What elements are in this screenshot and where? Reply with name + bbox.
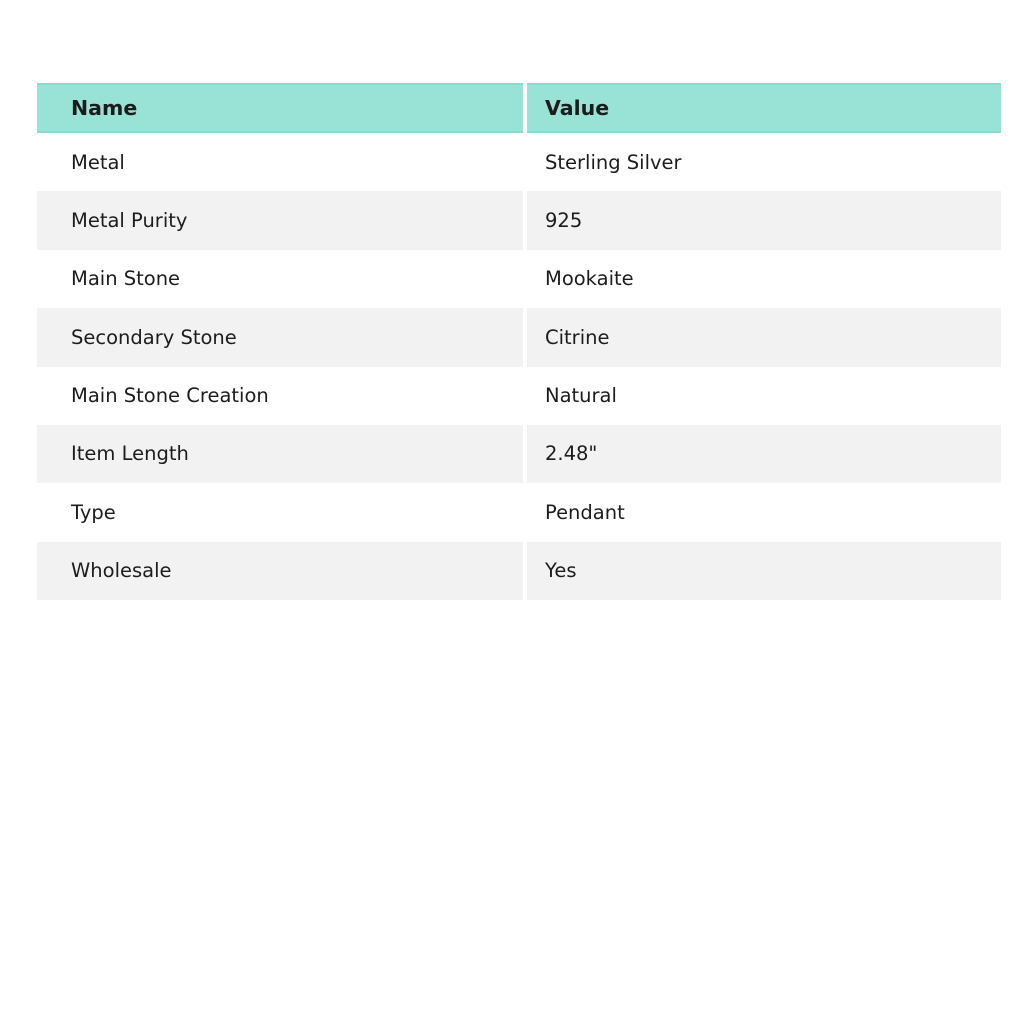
attribute-name-cell: Main Stone Creation [37, 367, 523, 425]
attribute-value-cell: Citrine [527, 308, 1001, 366]
attribute-value-cell: 2.48" [527, 425, 1001, 483]
attribute-value-cell: Pendant [527, 483, 1001, 541]
table-row [37, 483, 1001, 541]
attribute-name-cell: Item Length [37, 425, 523, 483]
table-header-row [37, 83, 1001, 133]
attribute-value-cell: 925 [527, 191, 1001, 249]
attribute-name-cell: Metal Purity [37, 191, 523, 249]
table-row [37, 133, 1001, 191]
column-header-name: Name [37, 83, 523, 133]
attribute-value-cell: Mookaite [527, 250, 1001, 308]
table-row [37, 308, 1001, 366]
table-row [37, 367, 1001, 425]
attribute-name-cell: Type [37, 483, 523, 541]
table-row [37, 425, 1001, 483]
product-attributes-table [37, 83, 1001, 600]
table-row [37, 191, 1001, 249]
attribute-name-cell: Main Stone [37, 250, 523, 308]
attribute-value-cell: Natural [527, 367, 1001, 425]
column-header-value: Value [527, 83, 1001, 133]
table-row [37, 542, 1001, 600]
attribute-value-cell: Yes [527, 542, 1001, 600]
attribute-value-cell: Sterling Silver [527, 133, 1001, 191]
attribute-name-cell: Metal [37, 133, 523, 191]
attribute-name-cell: Wholesale [37, 542, 523, 600]
attribute-name-cell: Secondary Stone [37, 308, 523, 366]
table-row [37, 250, 1001, 308]
